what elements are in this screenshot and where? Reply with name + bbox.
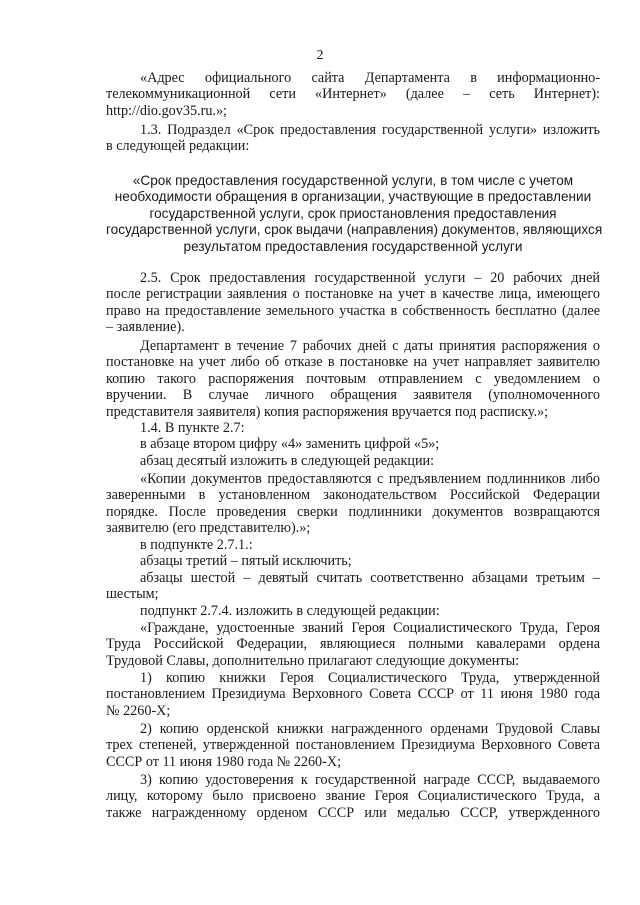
text-line: также награжденному орденом СССР или медалью СССР, утвержденного xyxy=(106,804,600,821)
subsection-heading xyxy=(106,173,603,255)
text-line: 2) копию орденской книжки награжденного орденами Трудовой Славы xyxy=(140,721,600,737)
heading-line: государственной услуги, срок выдачи (направления) документов, являющихся xyxy=(106,222,603,238)
text-line: вручении. В случае личного обращения заявителя (уполномоченного xyxy=(106,387,600,404)
page-number: 2 xyxy=(316,48,324,63)
heading-line: «Срок предоставления государственной услуги, в том числе с учетом xyxy=(132,173,574,188)
text-line: телекоммуникационной сети «Интернет» (далее – сеть Интернет): xyxy=(106,86,600,103)
heading-line: государственной услуги, срок приостановления предоставления xyxy=(149,205,557,221)
paragraph-1-4 xyxy=(106,420,600,469)
text-line: абзацы третий – пятый исключить; xyxy=(140,553,352,570)
paragraph-1-3 xyxy=(106,122,600,155)
text-line: заверенными в установленном законодательством Российской Федерации xyxy=(106,487,600,504)
text-line: в абзаце втором цифру «4» заменить цифрой «5»; xyxy=(140,436,440,453)
text-line: «Адрес официального сайта Департамента в информационно- xyxy=(140,70,600,86)
copies-paragraph xyxy=(106,471,600,537)
text-line: Департамент в течение 7 рабочих дней с даты принятия распоряжения о xyxy=(140,338,600,354)
list-item-3 xyxy=(106,772,600,821)
text-line: 2.5. Срок предоставления государственной услуги – 20 рабочих дней xyxy=(140,270,600,286)
department-paragraph xyxy=(106,338,600,420)
text-line: Трудовой Славы, дополнительно прилагают следующие документы: xyxy=(106,652,520,669)
text-line: http://dio.gov35.ru.»; xyxy=(106,102,227,119)
text-line: шестым; xyxy=(106,586,159,603)
text-line: трех степеней, утвержденной постановлением Президиума Верховного Совета xyxy=(106,737,600,754)
paragraph-2-5 xyxy=(106,270,600,336)
text-line: копию такого распоряжения почтовым отправлением с уведомлением о xyxy=(106,370,600,387)
text-line: «Копии документов предоставляются с предъявлением подлинников либо xyxy=(140,471,600,487)
text-line: 1) копию книжки Героя Социалистического Труда, утвержденной xyxy=(140,670,600,686)
paragraph-2-7-1 xyxy=(106,537,600,619)
heading-line: необходимости обращения в организации, участвующие в предоставлении xyxy=(114,189,592,205)
text-line: лицу, которому было присвоено звание Героя Социалистического Труда, а xyxy=(106,788,600,805)
text-line: СССР от 11 июня 1980 года № 2260-Х; xyxy=(106,753,342,770)
text-line: 1.3. Подраздел «Срок предоставления государственной услуги» изложить xyxy=(140,122,600,138)
text-line: – заявление). xyxy=(106,319,185,336)
citizens-paragraph xyxy=(106,620,600,669)
text-line: абзацы шестой – девятый считать соответственно абзацами третьим – xyxy=(140,569,600,586)
list-item-2 xyxy=(106,721,600,770)
list-item-1 xyxy=(106,670,600,719)
text-line: постановлением Президиума Верховного Совета СССР от 11 июня 1980 года xyxy=(106,686,600,703)
text-line: право на предоставление земельного участка в собственность бесплатно (далее xyxy=(106,302,600,319)
heading-line: результатом предоставления государственной услуги xyxy=(183,238,523,254)
text-line: Труда Российской Федерации, являющиеся полными кавалерами ордена xyxy=(106,636,600,653)
website-address-paragraph xyxy=(106,70,600,119)
text-line: в подпункте 2.7.1.: xyxy=(140,537,253,553)
text-line: после регистрации заявления о постановке на учет в качестве лица, имеющего xyxy=(106,286,600,303)
text-line: представителя заявителя) копия распоряжения вручается под расписку.»; xyxy=(106,403,549,420)
text-line: подпункт 2.7.4. изложить в следующей редакции: xyxy=(140,602,440,619)
text-line: порядке. После проведения сверки подлинники документов возвращаются xyxy=(106,503,600,520)
text-line: 1.4. В пункте 2.7: xyxy=(140,420,245,436)
text-line: 3) копию удостоверения к государственной награде СССР, выдаваемого xyxy=(140,772,600,788)
text-line: заявителю (его представителю).»; xyxy=(106,520,311,537)
text-line: постановке на учет либо об отказе в постановке на учет направляет заявителю xyxy=(106,354,600,371)
text-line: «Граждане, удостоенные званий Героя Социалистического Труда, Героя xyxy=(140,620,600,636)
text-line: № 2260-Х; xyxy=(106,702,171,719)
text-line: абзац десятый изложить в следующей редакции: xyxy=(140,452,435,469)
text-line: в следующей редакции: xyxy=(106,138,250,155)
